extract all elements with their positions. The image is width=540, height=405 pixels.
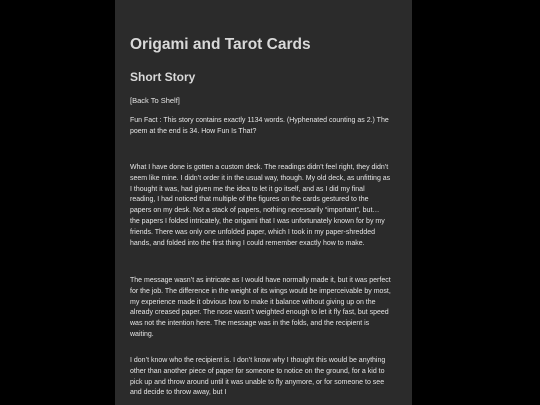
page-subtitle: Short Story [130,70,196,84]
story-paragraph-3: I don’t know who the recipient is. I don’t know why I thought this would be anything other than another piece of paper for someone to notice on the ground, for a kid to pick up and throw around until it was unable to fly anymore, or for someone to see and decide to throw away, but I [130,357,386,397]
story-paragraph-2: The message wasn’t as intricate as I would have normally made it, but it was perfect for the job. The difference in the weight of its wings would be imperceivable by most, my experience made it obvious how to make it balance without giving up on the already creased paper. The nose wasn’t weighted enough to let it fly fast, but speed was not the intention here. The message was in the folds, and the recipient is waiting. [130,277,391,338]
story-page [115,0,412,405]
fun-fact-text: Fun Fact : This story contains exactly 1134 words. (Hyphenated counting as 2.) The poem at the end is 34. How Fun Is That? [130,117,389,135]
back-to-shelf-link[interactable]: [Back To Shelf] [130,96,180,105]
page-title: Origami and Tarot Cards [130,36,311,53]
story-paragraph-1: What I have done is gotten a custom deck. The readings didn’t feel right, they didn’t seem like mine. I didn’t order it in the usual way, though. My old deck, as unfitting as I thought it was, had given me the idea to let it go itself, and as I did my final reading, I had noticed that multiple of the figures on the cards gestured to the papers on my desk. Not a stack of papers, nothing necessarily “important”, but… the papers I folded intricately, the origami that I was unfortunately known for by my friends. There was only one unfolded paper, which I took in my paper-shredded hands, and folded into the first thing I could remember exactly how to make. [130,164,391,247]
